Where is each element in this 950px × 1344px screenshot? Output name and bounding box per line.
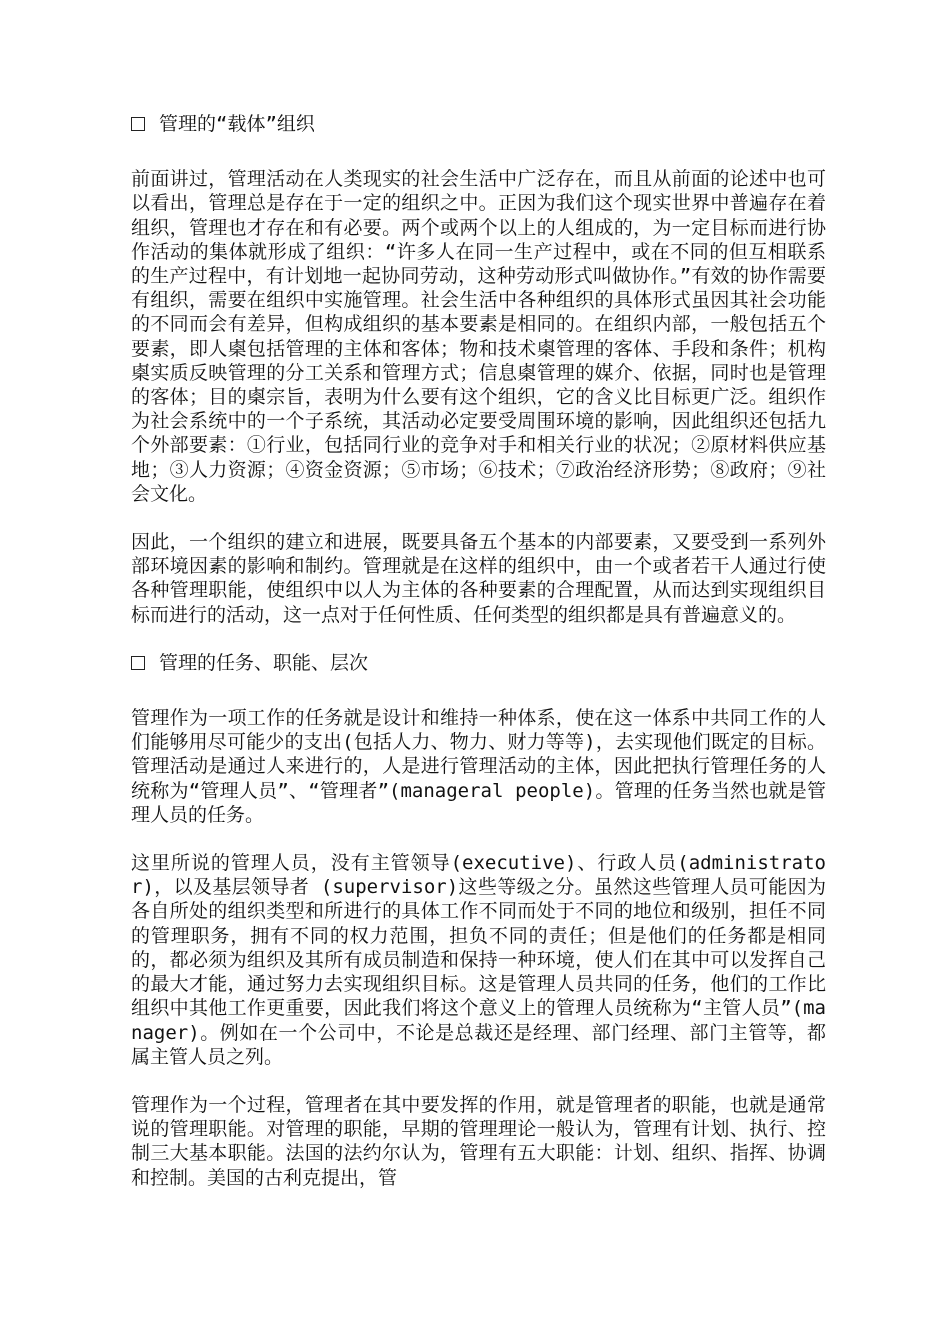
section-heading-text: 管理的“载体”组织 [159,113,315,135]
paragraph: 这里所说的管理人员，没有主管领导(executive)、行政人员(administrator)，以及基层领导者 (supervisor)这些等级之分。虽然这些管理人员可能因为各自所处的组织类型和所进行的具体工作不同而处于不同的地位和级别，担任不同的管理职务，拥有不同的权力范围，担负不同的责任；但是他们的任务都是相同的，都必须为组织及其所有成员制造和保持一种环境，使人们在其中可以发挥自己的最大才能，通过努力去实现组织目标。这是管理人员共同的任务，他们的工作比组织中其他工作更重要，因此我们将这个意义上的管理人员统称为“主管人员”(manager)。例如在一个公司中，不论是总裁还是经理、部门经理、部门主管等，都属主管人员之列。 [131,852,826,1068]
checkbox-square-icon [131,117,145,131]
checkbox-square-icon [131,656,145,670]
document-page [131,112,826,1214]
paragraph: 管理作为一个过程，管理者在其中要发挥的作用，就是管理者的职能，也就是通常说的管理职能。对管理的职能，早期的管理理论一般认为，管理有计划、执行、控制三大基本职能。法国的法约尔认为，管理有五大职能：计划、组织、指挥、协调和控制。美国的古利克提出，管 [131,1093,826,1189]
section-heading [131,112,826,136]
paragraph: 管理作为一项工作的任务就是设计和维持一种体系，使在这一体系中共同工作的人们能够用尽可能少的支出(包括人力、物力、财力等等)，去实现他们既定的目标。管理活动是通过人来进行的，人是进行管理活动的主体，因此把执行管理任务的人统称为“管理人员”、“管理者”(manageral people)。管理的任务当然也就是管理人员的任务。 [131,707,826,826]
section-heading-text: 管理的任务、职能、层次 [159,651,369,674]
paragraph: 前面讲过，管理活动在人类现实的社会生活中广泛存在，而且从前面的论述中也可以看出，管理总是存在于一定的组织之中。正因为我们这个现实世界中普遍存在着组织，管理也才存在和有必要。两个或两个以上的人组成的，为一定目标而进行协作活动的集体就形成了组织：“许多人在同一生产过程中，或在不同的但互相联系的生产过程中，有计划地一起协同劳动，这种劳动形式叫做协作。”有效的协作需要有组织，需要在组织中实施管理。社会生活中各种组织的具体形式虽因其社会功能的不同而会有差异，但构成组织的基本要素是相同的。在组织内部，一般包括五个要素，即人㮚包括管理的主体和客体；物和技术㮚管理的客体、手段和条件；机构㮚实质反映管理的分工关系和管理方式；信息㮚管理的媒介、依据，同时也是管理的客体；目的㮚宗旨，表明为什么要有这个组织，它的含义比目标更广泛。组织作为社会系统中的一个子系统，其活动必定要受周围环境的影响，因此组织还包括九个外部要素：①行业，包括同行业的竞争对手和相关行业的状况；②原材料供应基地；③人力资源；④资金资源；⑤市场；⑥技术；⑦政治经济形势；⑧政府；⑨社会文化。 [131,168,826,505]
section-heading [131,651,826,675]
paragraph: 因此，一个组织的建立和进展，既要具备五个基本的内部要素，又要受到一系列外部环境因素的影响和制约。管理就是在这样的组织中，由一个或者若干人通过行使各种管理职能，使组织中以人为主体的各种要素的合理配置，从而达到实现组织目标而进行的活动，这一点对于任何性质、任何类型的组织都是具有普遍意义的。 [131,531,826,626]
